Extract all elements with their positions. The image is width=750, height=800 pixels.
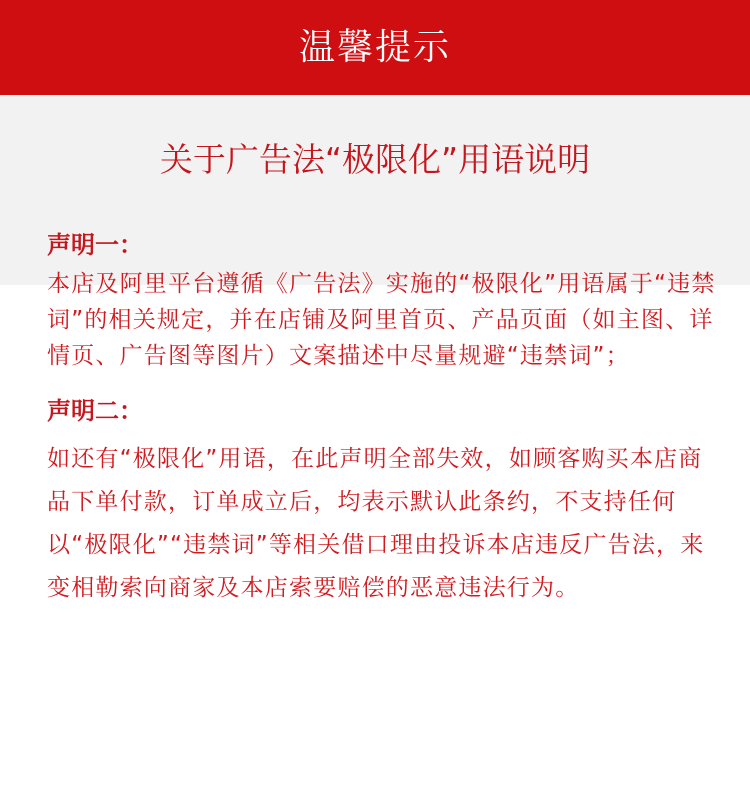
notice-subtitle: 关于广告法“极限化”用语说明 xyxy=(159,140,591,179)
statement-one-heading: 声明一： xyxy=(47,231,143,259)
statement-one-body: 本店及阿里平台遵循《广告法》实施的“极限化”用语属于“违禁词”的相关规定，并在店铺及阿里首页、产品页面（如主图、详情页、广告图等图片）文案描述中尽量规避“违禁词”； xyxy=(47,271,716,369)
header-banner xyxy=(0,0,750,95)
statement-two-body: 如还有“极限化”用语，在此声明全部失效，如顾客购买本店商品下单付款，订单成立后，均表示默认此条约，不支持任何以“极限化”“违禁词”等相关借口理由投诉本店违反广告法，来变相勒索向商家及本店索要赔偿的恶意违法行为。 xyxy=(47,446,705,601)
page-title: 温馨提示 xyxy=(298,26,451,68)
notice-content xyxy=(47,226,717,610)
statement-two xyxy=(47,392,717,610)
statement-one xyxy=(47,226,717,374)
statement-two-heading: 声明二： xyxy=(47,397,143,425)
